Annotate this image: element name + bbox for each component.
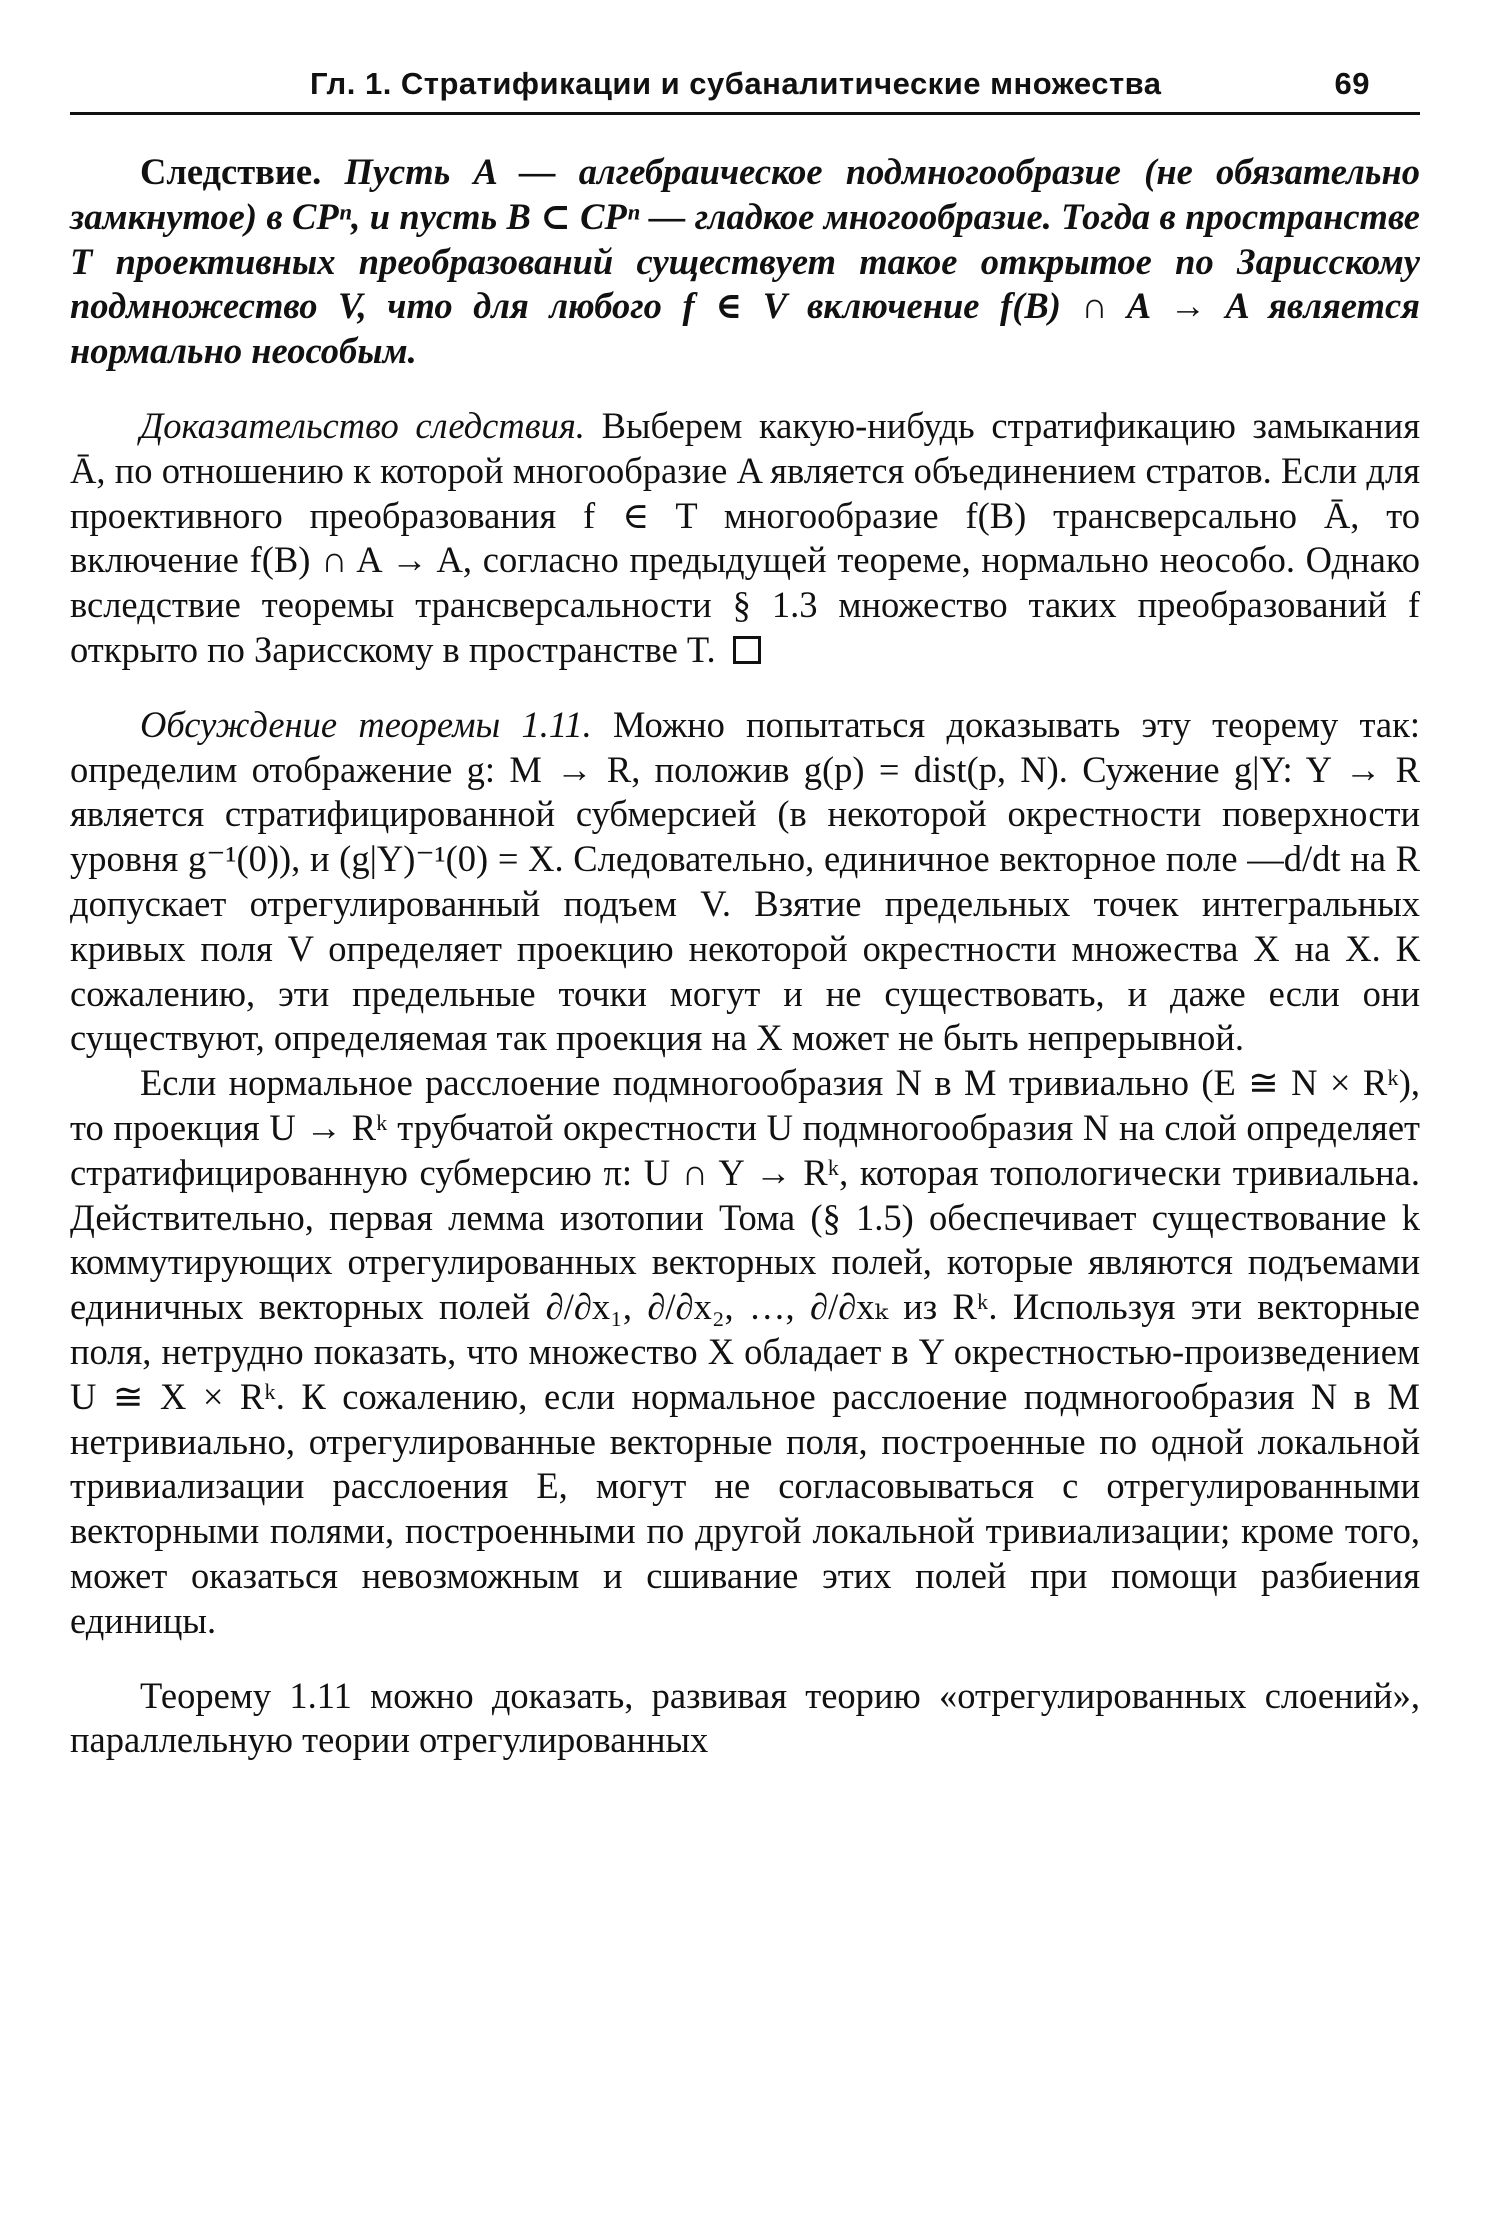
corollary-statement: Пусть A — алгебраическое подмногообразие (не обязательно замкнутое) в CPⁿ, и пусть B ⊂ CPⁿ — гладкое многообразие. Тогда в пространстве T проективных преобразований существует такое открытое по Зарисскому подмножество V, что для любого f ∈ V включение f(B) ∩ A → A является нормально неособым. — [70, 151, 1420, 372]
page-number: 69 — [1334, 66, 1370, 101]
header-rule — [70, 112, 1420, 115]
final-paragraph: Теорему 1.11 можно доказать, развивая теорию «отрегулированных слоений», параллельную теории отрегулированных — [70, 1674, 1420, 1761]
proof-label: Доказательство следствия. — [140, 404, 585, 446]
main-text — [70, 150, 1420, 1763]
qed-square-icon — [733, 636, 761, 664]
running-head — [70, 52, 1420, 112]
discussion-paragraph — [70, 703, 1420, 1061]
discussion-label: Обсуждение теоремы 1.11. — [140, 703, 592, 745]
corollary-paragraph — [70, 150, 1420, 374]
discussion-text: Можно попытаться доказывать эту теорему так: определим отображение g: M → R, положив g(p) = dist(p, N). Сужение g|Y: Y → R является стратифицированной субмерсией (в некоторой окрестности поверхности уровня g⁻¹(0)), и (g|Y)⁻¹(0) = X. Следовательно, единичное векторное поле —d/dt на R допускает отрегулированный подъем V. Взятие предельных точек интегральных кривых поля V определяет проекцию некоторой окрестности множества X на X. К сожалению, эти предельные точки могут и не существовать, и даже если они существуют, определяемая так проекция на X может не быть непрерывной. — [70, 703, 1420, 1059]
running-title: Гл. 1. Стратификации и субаналитические множества — [310, 66, 1162, 101]
normal-bundle-paragraph: Если нормальное расслоение подмногообразия N в M тривиально (E ≅ N × Rᵏ), то проекция U → Rᵏ трубчатой окрестности U подмногообразия N на слой определяет стратифицированную субмерсию π: U ∩ Y → Rᵏ, которая топологически тривиальна. Действительно, первая лемма изотопии Тома (§ 1.5) обеспечивает существование k коммутирующих отрегулированных векторных полей, которые являются подъемами единичных векторных полей ∂/∂x₁, ∂/∂x₂, …, ∂/∂xₖ из Rᵏ. Используя эти векторные поля, нетрудно показать, что множество X обладает в Y окрестностью-произведением U ≅ X × Rᵏ. К сожалению, если нормальное расслоение подмногообразия N в M нетривиально, отрегулированные векторные поля, построенные по одной локальной тривиализации расслоения E, могут не согласовываться с отрегулированными векторными полями, построенными по другой локальной тривиализации; кроме того, может оказаться невозможным и сшивание этих полей при помощи разбиения единицы. — [70, 1062, 1420, 1641]
proof-text: Выберем какую-нибудь стратификацию замыкания Ā, по отношению к которой многообразие A является объединением стратов. Если для проективного преобразования f ∈ T многообразие f(B) трансверсально Ā, то включение f(B) ∩ A → A, согласно предыдущей теореме, нормально неособо. Однако вследствие теоремы трансверсальности § 1.3 множество таких преобразований f открыто по Зарисскому в пространстве T. — [70, 404, 1421, 670]
proof-paragraph — [70, 404, 1420, 673]
corollary-label: Следствие. — [140, 151, 322, 192]
